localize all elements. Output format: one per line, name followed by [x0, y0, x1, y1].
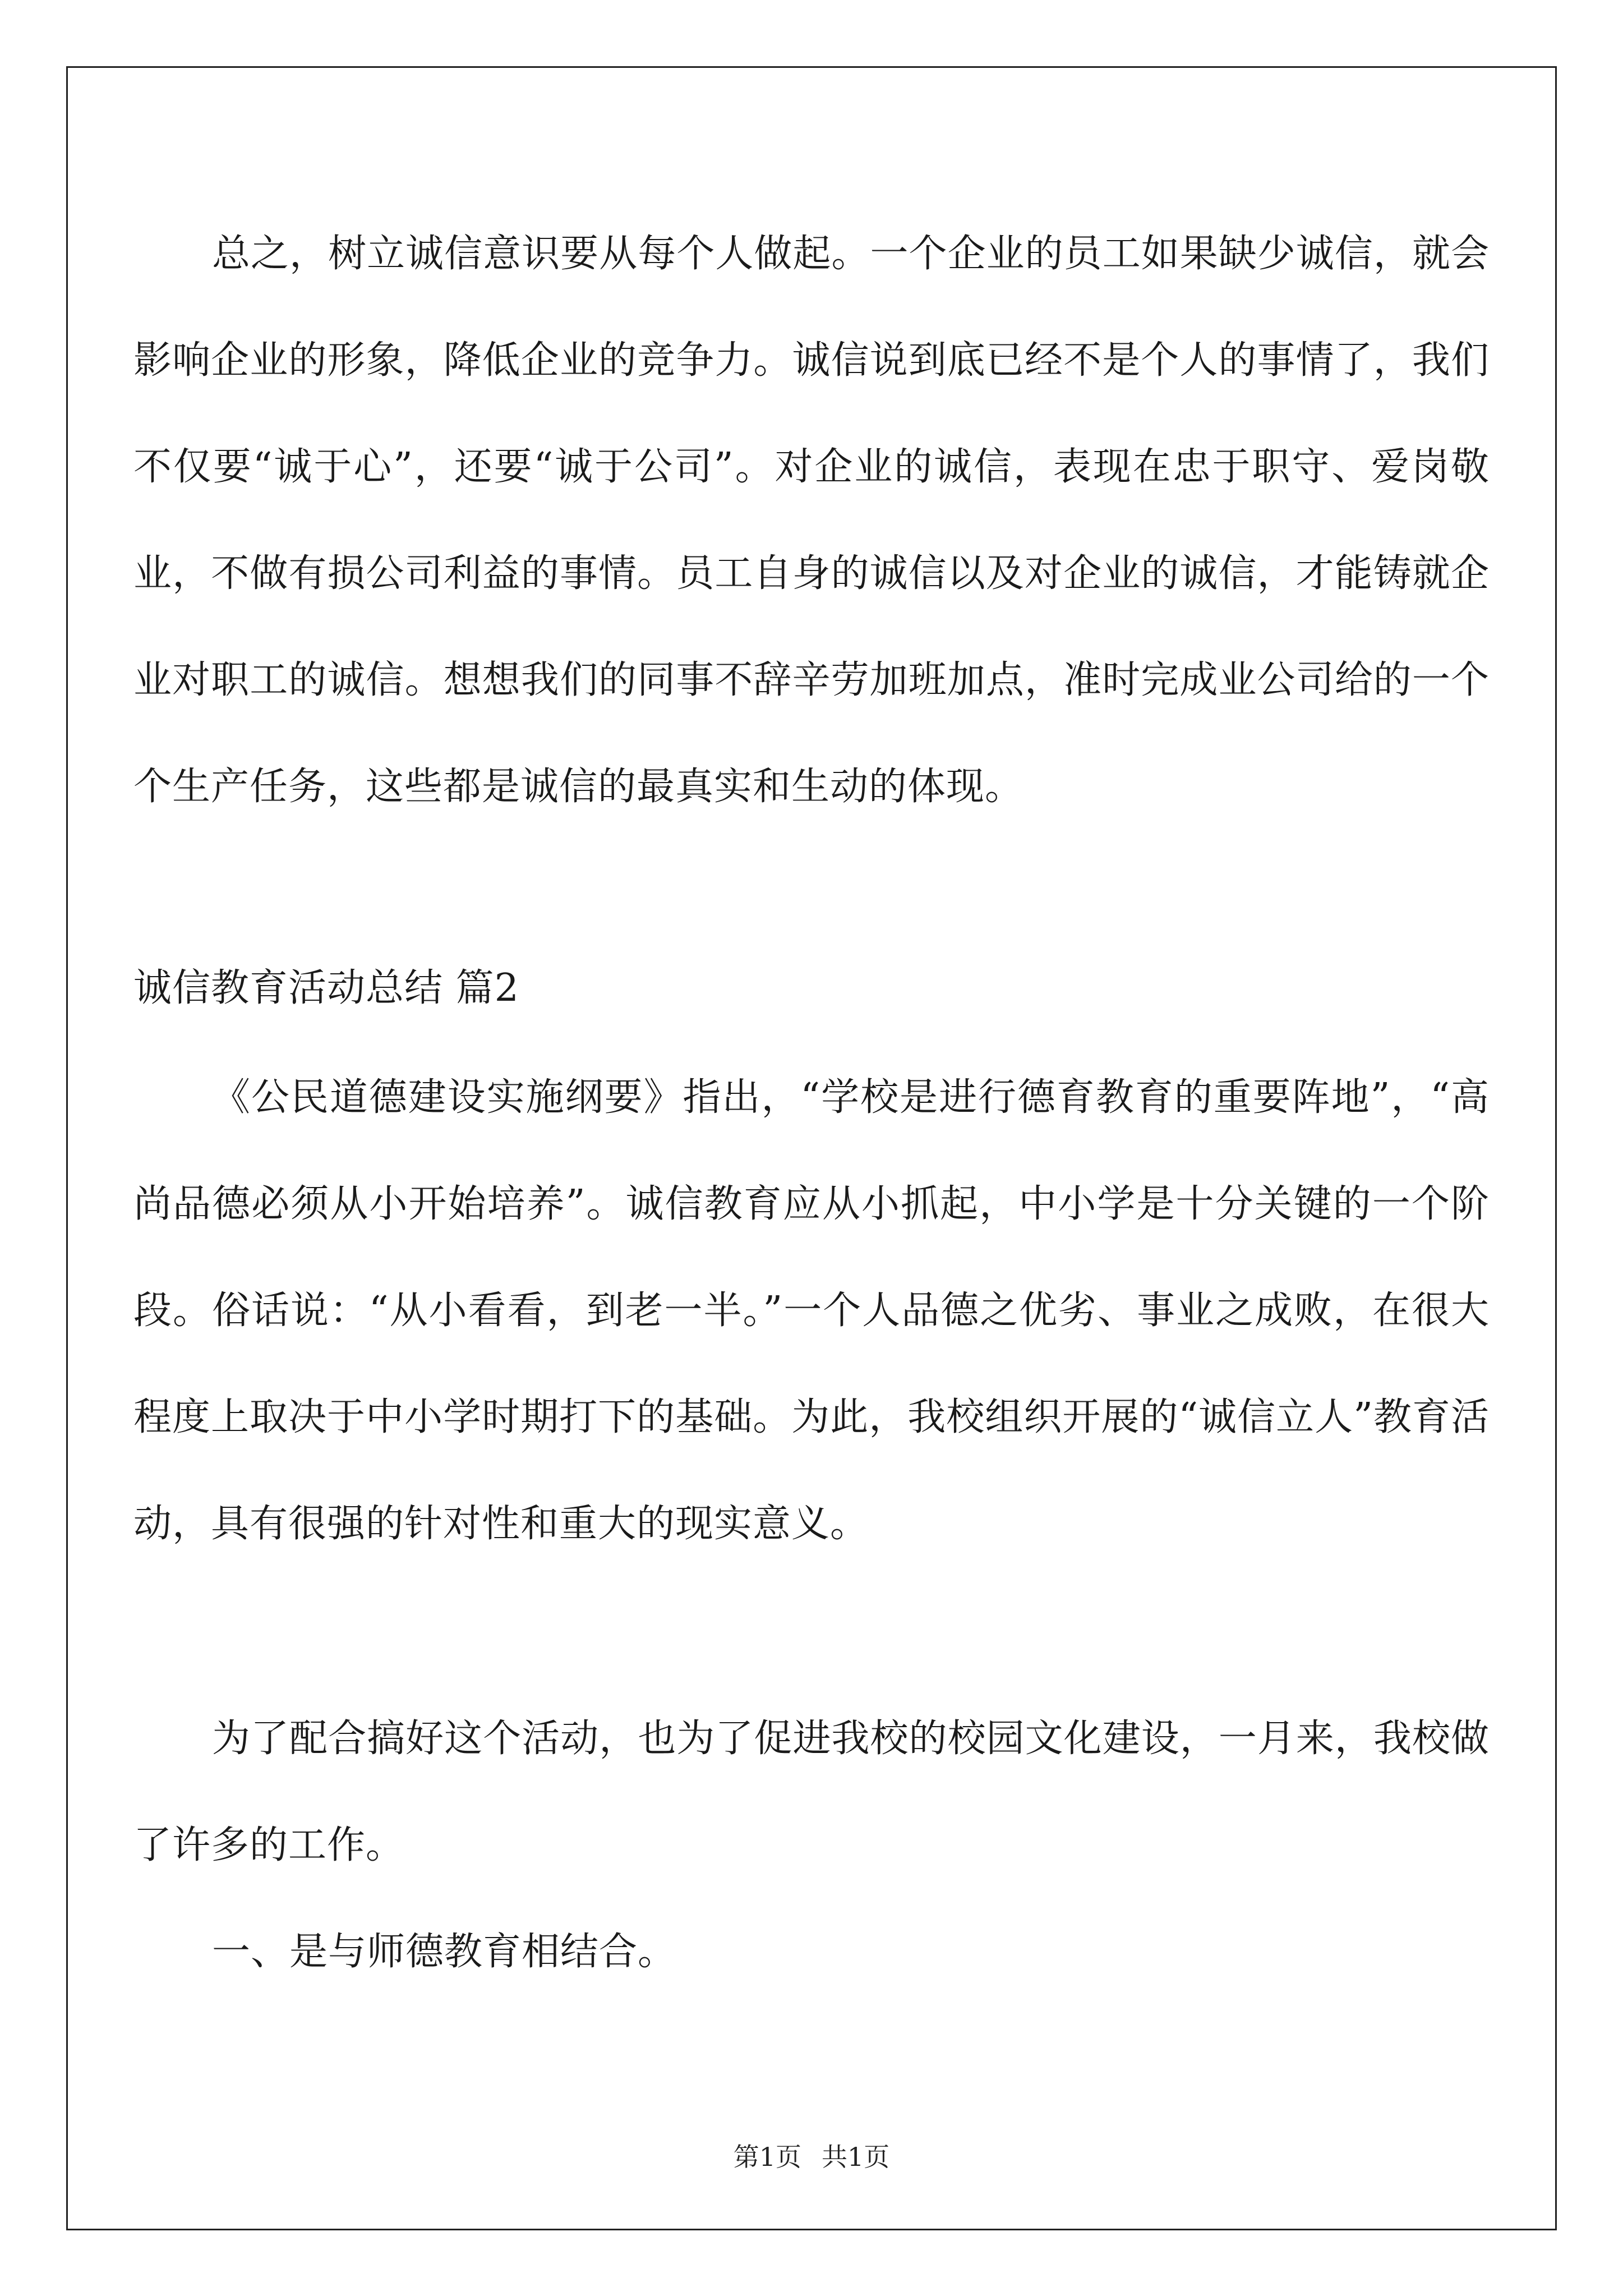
paragraph-2: 《公民道德建设实施纲要》指出，“学校是进行德育教育的重要阵地”，“高尚品德必须从小开始培养”。诚信教育应从小抓起，中小学是十分关键的一个阶段。俗话说：“从小看看，到老一半。”一个人品德之优劣、事业之成败，在很大程度上取决于中小学时期打下的基础。为此，我校组织开展的“诚信立人”教育活动，具有很强的针对性和重大的现实意义。	[133, 1075, 1490, 1546]
page-number: 第1页	[733, 2142, 801, 2172]
paragraph-4: 一、是与师德教育相结合。	[212, 1930, 677, 1974]
paragraph-1: 总之，树立诚信意识要从每个人做起。一个企业的员工如果缺少诚信，就会影响企业的形象，降低企业的竞争力。诚信说到底已经不是个人的事情了，我们不仅要“诚于心”，还要“诚于公司”。对企业的诚信，表现在忠于职守、爱岗敬业，不做有损公司利益的事情。员工自身的诚信以及对企业的诚信，才能铸就企业对职工的诚信。想想我们的同事不辞辛劳加班加点，准时完成业公司给的一个个生产任务，这些都是诚信的最真实和生动的体现。	[133, 232, 1490, 809]
paragraph-3: 为了配合搞好这个活动，也为了促进我校的校园文化建设，一月来，我校做了许多的工作。	[133, 1717, 1490, 1867]
page-total: 共1页	[822, 2142, 890, 2172]
page-footer	[0, 2140, 1623, 2174]
section-heading: 诚信教育活动总结 篇2	[133, 966, 519, 1010]
